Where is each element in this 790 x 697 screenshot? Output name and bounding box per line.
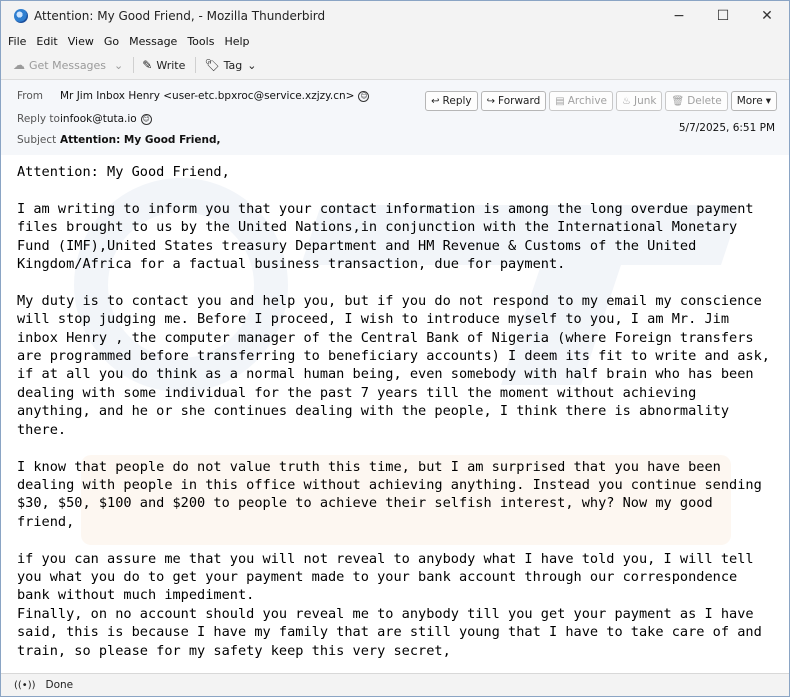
archive-button[interactable] (549, 91, 613, 111)
menu-go[interactable]: Go (103, 34, 120, 48)
minimize-button[interactable]: − (673, 8, 685, 24)
tag-label: Tag (223, 58, 243, 72)
junk-label: Junk (633, 95, 657, 107)
forward-button[interactable] (481, 91, 547, 111)
subject-value: Attention: My Good Friend, (60, 134, 221, 146)
forward-label: Forward (498, 95, 541, 107)
from-value[interactable]: Mr Jim Inbox Henry <user-etc.bpxroc@service.xzjzy.cn> (60, 90, 355, 102)
from-label: From (17, 90, 44, 102)
reply-to-row (17, 113, 152, 125)
archive-label: Archive (567, 95, 608, 107)
reply-button[interactable] (425, 91, 477, 111)
subject-label: Subject (17, 134, 57, 146)
status-bar (1, 673, 789, 696)
menu-edit[interactable]: Edit (36, 34, 58, 48)
message-date: 5/7/2025, 6:51 PM (678, 122, 775, 134)
menu-message[interactable]: Message (129, 34, 178, 48)
get-messages-button[interactable] (13, 58, 106, 72)
title-bar (1, 1, 789, 31)
menu-bar (1, 31, 789, 51)
menu-help[interactable]: Help (224, 34, 250, 48)
cloud-download-icon: ☁ (13, 58, 25, 72)
menu-file[interactable]: File (8, 34, 27, 48)
get-messages-dropdown[interactable] (114, 59, 123, 72)
more-button[interactable] (731, 91, 777, 111)
delete-label: Delete (687, 95, 722, 107)
toolbar-separator (195, 57, 196, 73)
pencil-icon: ✎ (142, 58, 153, 72)
junk-button[interactable] (616, 91, 662, 111)
thunderbird-app-icon (14, 9, 28, 23)
subject-row (17, 134, 220, 146)
reply-to-label: Reply to (17, 113, 60, 125)
reply-arrow-icon: ↩ (431, 95, 440, 107)
reply-to-value[interactable]: infook@tuta.io (60, 113, 137, 125)
message-body (1, 155, 789, 674)
from-row (17, 90, 369, 102)
forward-arrow-icon: ↪ (486, 95, 496, 107)
trash-icon: 🗑 (671, 95, 685, 107)
close-button[interactable]: ✕ (761, 8, 773, 24)
toolbar-separator (133, 57, 134, 73)
menu-tools[interactable]: Tools (187, 34, 215, 48)
chevron-down-icon: ▾ (765, 95, 771, 107)
window-controls (657, 1, 789, 31)
status-text: Done (45, 679, 74, 691)
flame-icon: ♨ (622, 95, 631, 107)
write-button[interactable] (142, 58, 185, 72)
message-text: Attention: My Good Friend, I am writing to inform you that your contact information is among the long overdue payment files brought to us by the United Nations,in conjunction with the International Monetary Fund (IMF),United States treasury Department and HM Revenue & Customs of the United Kingdom/Africa for a factual business transaction, due for payment. My duty is to contact you and help you, but if you do not respond to my email my conscience will stop judging me. Before I proceed, I wish to introduce myself to you, I am Mr. Jim inbox Henry , the computer manager of the Central Bank of Nigeria (where Foreign transfers are programmed before transferring to beneficiary accounts) I deem its fit to write and ask, if at all you do think as a normal human being, even somebody with half brain who has been dealing with some individual for the past 7 years till the moment without achieving anything, and he or she continues dealing with the people, I think there is abnormality there. I know that people do not value truth this time, but I am surprised that you have been dealing with people in this office without achieving anything. Instead you continue sending $30, $50, $100 and $200 to people to achieve their selfish interest, why? Now my good friend, if you can assure me that you will not reveal to anybody what I have told you, I will tell you what you do to get your payment made to your bank account through our correspondence bank without much impediment. Finally, on no account should you reveal me to anybody till you get your payment as I have said, this is because I have my family that are still young that I have to take care of and train, so please for my safety keep this very secret, (17, 164, 770, 659)
tag-icon: 🏷 (204, 58, 220, 72)
write-label: Write (156, 58, 186, 72)
reply-label: Reply (442, 95, 472, 107)
window-title: Attention: My Good Friend, - Mozilla Thunderbird (34, 9, 326, 23)
chevron-down-icon: ⌄ (114, 58, 124, 72)
chevron-down-icon: ⌄ (247, 58, 257, 72)
main-toolbar (1, 51, 789, 80)
online-status-icon[interactable]: ((•)) (14, 679, 36, 691)
contact-icon[interactable]: ☺ (142, 114, 150, 123)
maximize-button[interactable]: ☐ (716, 8, 730, 24)
more-label: More (736, 95, 763, 107)
contact-icon[interactable]: ☺ (360, 91, 368, 100)
delete-button[interactable] (665, 91, 727, 111)
message-actions (422, 91, 777, 111)
archive-box-icon: ▤ (555, 95, 565, 107)
get-messages-label: Get Messages (29, 58, 107, 72)
menu-view[interactable]: View (67, 34, 94, 48)
tag-button[interactable] (204, 58, 256, 72)
